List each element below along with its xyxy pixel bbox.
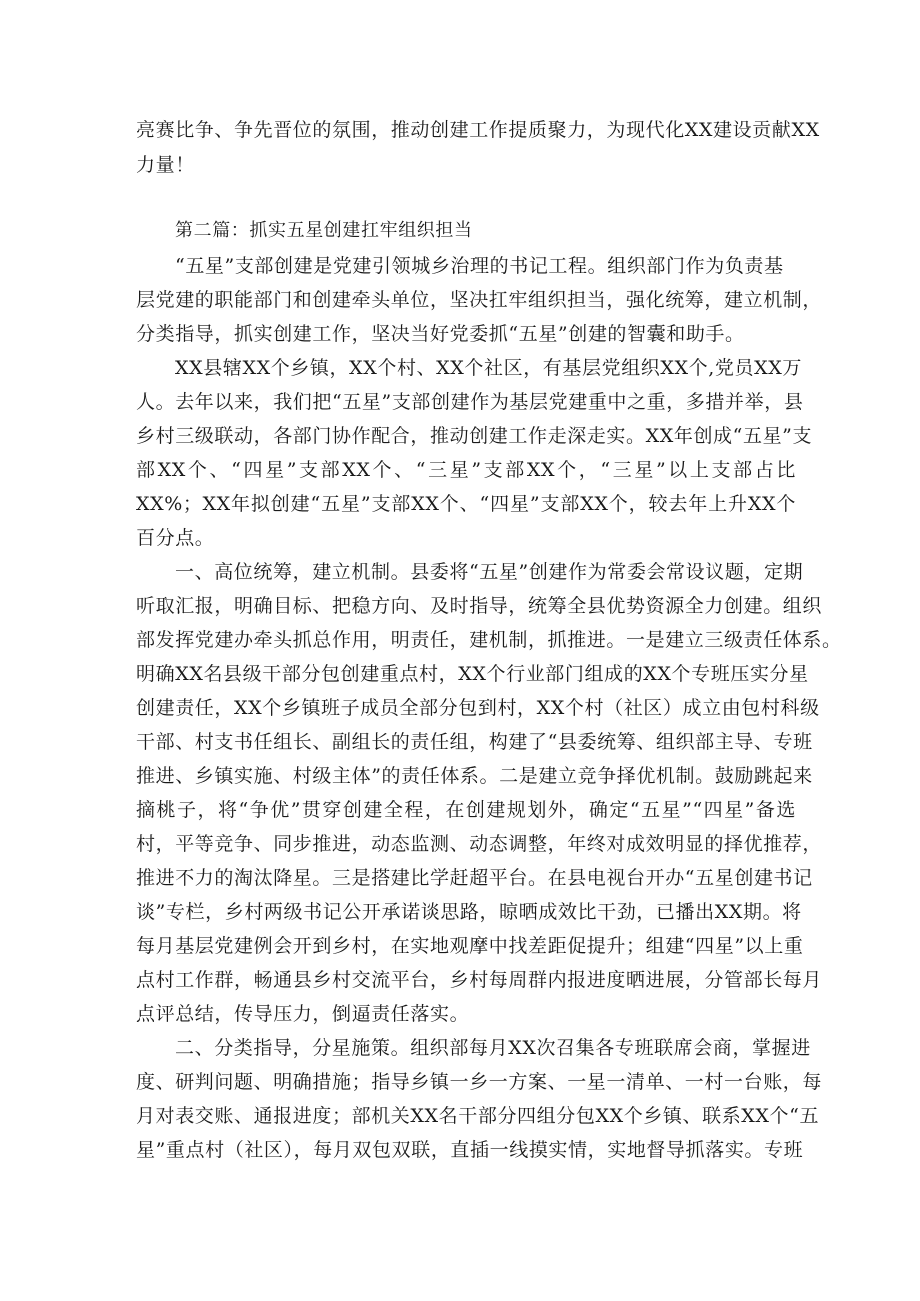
body-text-line: 推进不力的淘汰降星。三是搭建比学赶超平台。在县电视台开办“五星创建书记 [136, 867, 813, 889]
body-text-line: 亮赛比争、争先晋位的氛围，推动创建工作提质聚力，为现代化XX建设贡献XX [136, 119, 820, 141]
body-text-line: 部发挥党建办牵头抓总作用，明责任，建机制，抓推进。一是建立三级责任体系。 [136, 629, 842, 651]
body-text-line: 度、研判问题、明确措施；指导乡镇一乡一方案、一星一清单、一村一台账，每 [136, 1071, 823, 1093]
body-text-line: 摘桃子，将“争优”贯穿创建全程，在创建规划外，确定“五星”“四星”备选 [136, 799, 796, 821]
body-text-line: 部XX个、“四星”支部XX个、“三星”支部XX个，“三星”以上支部占比 [136, 459, 796, 481]
body-text-line: XX县辖XX个乡镇，XX个村、XX个社区，有基层党组织XX个,党员XX万 [175, 357, 802, 379]
body-text-line: XX%；XX年拟创建“五星”支部XX个、“四星”支部XX个，较去年上升XX个 [136, 493, 796, 515]
body-text-line: 分类指导，抓实创建工作，坚决当好党委抓“五星”创建的智囊和助手。 [136, 323, 745, 345]
body-text-line: 月对表交账、通报进度；部机关XX名干部分四组分包XX个乡镇、联系XX个“五 [136, 1105, 820, 1127]
body-text-line: 层党建的职能部门和创建牵头单位，坚决扛牢组织担当，强化统筹，建立机制， [136, 289, 823, 311]
body-text-line: 一、高位统筹，建立机制。县委将“五星”创建作为常委会常设议题，定期 [175, 561, 804, 583]
body-text-line: 每月基层党建例会开到乡村，在实地观摩中找差距促提升；组建“四星”以上重 [136, 935, 804, 957]
body-text-line: 星”重点村（社区），每月双包双联，直插一线摸实情，实地督导抓落实。专班 [136, 1139, 804, 1161]
body-text-line: 力量！ [136, 154, 195, 176]
body-text-line: 乡村三级联动，各部门协作配合，推动创建工作走深走实。XX年创成“五星”支 [136, 425, 813, 447]
body-text-line: 听取汇报，明确目标、把稳方向、及时指导，统筹全县优势资源全力创建。组织 [136, 595, 823, 617]
body-text-line: 干部、村支书任组长、副组长的责任组，构建了“县委统筹、组织部主导、专班 [136, 731, 813, 753]
section-heading: 第二篇：抓实五星创建扛牢组织担当 [175, 220, 473, 241]
body-text-line: 人。去年以来，我们把“五星”支部创建作为基层党建重中之重，多措并举，县 [136, 391, 804, 413]
body-text-line: 村，平等竞争、同步推进，动态监测、动态调整，年终对成效明显的择优推荐， [136, 833, 823, 855]
body-text-line: 谈”专栏，乡村两级书记公开承诺谈思路，晾晒成效比干劲，已播出XX期。将 [136, 901, 802, 923]
body-text-line: “五星”支部创建是党建引领城乡治理的书记工程。组织部门作为负责基 [175, 255, 784, 277]
body-text-line: 二、分类指导，分星施策。组织部每月XX次召集各专班联席会商，掌握进 [175, 1037, 811, 1059]
body-text-line: 创建责任，XX个乡镇班子成员全部分包到村，XX个村（社区）成立由包村科级 [136, 697, 820, 719]
body-text-line: 点村工作群，畅通县乡村交流平台，乡村每周群内报进度晒进展，分管部长每月 [136, 969, 823, 991]
body-text-line: 百分点。 [136, 527, 215, 549]
body-text-line: 点评总结，传导压力，倒逼责任落实。 [136, 1003, 470, 1025]
body-text-line: 明确XX名县级干部分包创建重点村，XX个行业部门组成的XX个专班压实分星 [136, 663, 809, 685]
body-text-line: 推进、乡镇实施、村级主体”的责任体系。二是建立竞争择优机制。鼓励跳起来 [136, 765, 813, 787]
